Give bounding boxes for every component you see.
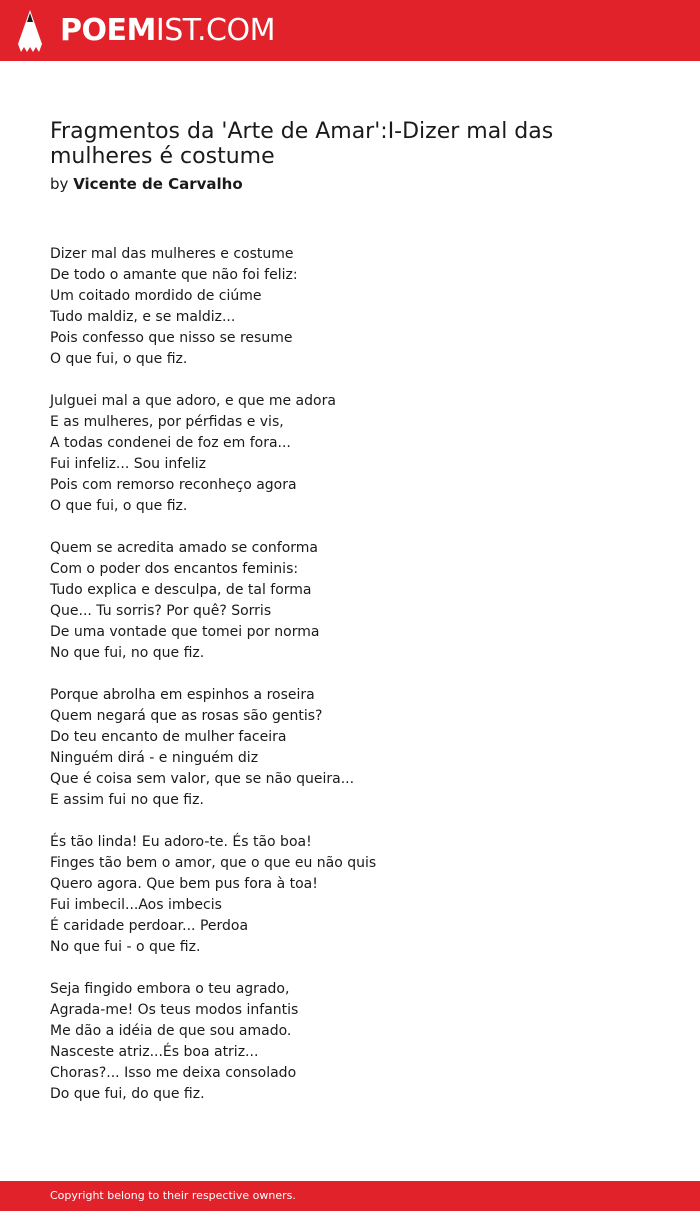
copyright-notice: Copyright belong to their respective owners. (50, 1189, 296, 1202)
poem-line: Do que fui, do que fiz. (50, 1086, 205, 1102)
poem-line: E assim fui no que fiz. (50, 792, 204, 808)
poem-line: Um coitado mordido de ciúme (50, 288, 262, 304)
site-name-light: IST.COM (155, 13, 275, 48)
poem-line: Me dão a idéia de que sou amado. (50, 1023, 292, 1039)
poem-line: Dizer mal das mulheres e costume (50, 246, 294, 262)
poem-line: Fui infeliz... Sou infeliz (50, 456, 206, 472)
poem-line: Tudo explica e desculpa, de tal forma (50, 582, 312, 598)
site-name (60, 9, 275, 53)
poem-body (50, 244, 650, 1126)
stanza (50, 538, 650, 664)
poem-line: De uma vontade que tomei por norma (50, 624, 320, 640)
poem-line: Tudo maldiz, e se maldiz... (50, 309, 236, 325)
poem-line: Que é coisa sem valor, que se não queira... (50, 771, 355, 787)
poem-line: Julguei mal a que adoro, e que me adora (50, 393, 336, 409)
author-name: Vicente de Carvalho (73, 175, 243, 193)
stanza (50, 979, 650, 1105)
poem-line: O que fui, o que fiz. (50, 498, 188, 514)
poem-line: Seja fingido embora o teu agrado, (50, 981, 290, 997)
poem-line: É caridade perdoar... Perdoa (50, 918, 249, 934)
poem-line: Do teu encanto de mulher faceira (50, 729, 287, 745)
poem-line: Nasceste atriz...És boa atriz... (50, 1044, 259, 1060)
by-label: by (50, 175, 69, 193)
poem-line: E as mulheres, por pérfidas e vis, (50, 414, 284, 430)
poem-line: No que fui - o que fiz. (50, 939, 201, 955)
poem-line: Que... Tu sorris? Por quê? Sorris (50, 603, 272, 619)
byline (50, 174, 243, 194)
poem-line: Pois confesso que nisso se resume (50, 330, 293, 346)
site-header (0, 0, 700, 61)
poem-line: No que fui, no que fiz. (50, 645, 205, 661)
poem-line: O que fui, o que fiz. (50, 351, 188, 367)
poem-line: Choras?... Isso me deixa consolado (50, 1065, 297, 1081)
poem-line: Pois com remorso reconheço agora (50, 477, 297, 493)
pencil-logo-icon (18, 10, 42, 52)
poem-line: Fui imbecil...Aos imbecis (50, 897, 222, 913)
stanza (50, 685, 650, 811)
poem-line: Finges tão bem o amor, que o que eu não quis (50, 855, 377, 871)
poem-line: Porque abrolha em espinhos a roseira (50, 687, 315, 703)
site-footer (0, 1181, 700, 1211)
poem-line: De todo o amante que não foi feliz: (50, 267, 298, 283)
poem-line: Quero agora. Que bem pus fora à toa! (50, 876, 318, 892)
poem-title: Fragmentos da 'Arte de Amar':I-Dizer mal das mulheres é costume (50, 119, 554, 169)
site-logo[interactable] (18, 9, 275, 53)
poem-line: A todas condenei de foz em fora... (50, 435, 291, 451)
poem-line: Ninguém dirá - e ninguém diz (50, 750, 259, 766)
poem-line: Quem negará que as rosas são gentis? (50, 708, 323, 724)
stanza (50, 244, 650, 370)
poem-line: Agrada-me! Os teus modos infantis (50, 1002, 299, 1018)
poem-line: Quem se acredita amado se conforma (50, 540, 318, 556)
stanza (50, 832, 650, 958)
poem-line: És tão linda! Eu adoro-te. És tão boa! (50, 834, 312, 850)
site-name-bold: POEM (60, 13, 156, 48)
stanza (50, 391, 650, 517)
poem-line: Com o poder dos encantos feminis: (50, 561, 299, 577)
